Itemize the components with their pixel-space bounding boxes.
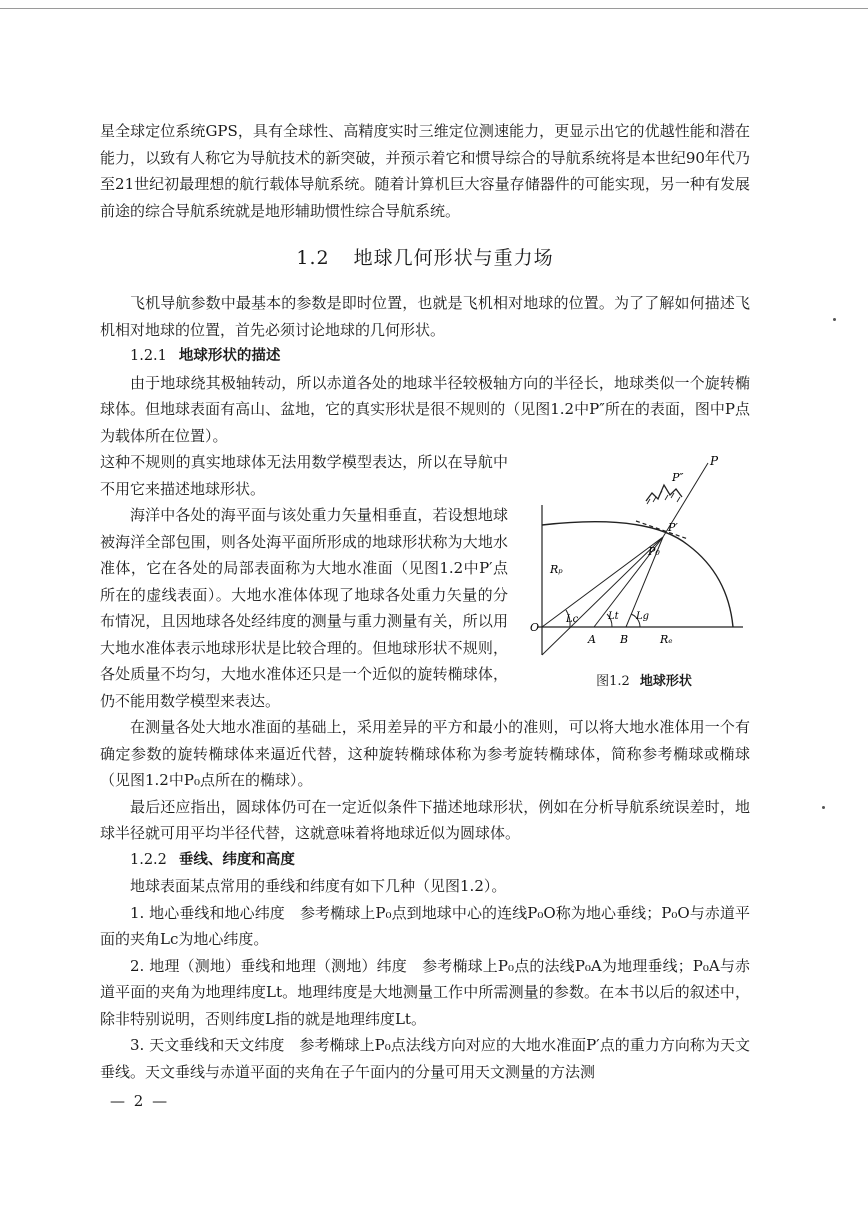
scan-speck bbox=[833, 318, 836, 321]
paragraph-verticals-intro: 地球表面某点常用的垂线和纬度有如下几种（见图1.2）。 bbox=[130, 877, 507, 895]
header-rule bbox=[0, 8, 868, 9]
label-p: P bbox=[710, 455, 719, 468]
label-rp: Rₚ bbox=[550, 563, 563, 576]
label-lt: Lt bbox=[608, 611, 619, 622]
section-heading bbox=[100, 240, 750, 276]
label-o: O bbox=[530, 621, 540, 634]
label-a: A bbox=[588, 633, 596, 646]
section-title: 地球几何形状与重力场 bbox=[353, 247, 554, 269]
item-astronomic-latitude: 3. 天文垂线和天文纬度 参考椭球上P₀点法线方向对应的大地水准面P′点的重力方向称为天文垂线。天文垂线与赤道平面的夹角在子午面内的分量可用天文测量的方法测 bbox=[100, 1036, 750, 1081]
paragraph-earth-shape-a: 由于地球绕其极轴转动，所以赤道各处的地球半径较极轴方向的半径长，地球类似一个旋转椭球体。但地球表面有高山、盆地，它的真实形状是很不规则的（见图1.2中P″所在的表面，图中P点为载体所在位置）。 bbox=[100, 373, 750, 445]
paragraph-sphere-approx: 最后还应指出，圆球体仍可在一定近似条件下描述地球形状，例如在分析导航系统误差时，地球半径就可用平均半径代替，这就意味着将地球近似为圆球体。 bbox=[100, 797, 750, 842]
page-number: — 2 — bbox=[110, 1092, 170, 1110]
paragraph-earth-shape-b: 这种不规则的真实地球体无法用数学模型表达，所以在导航中不用它来描述地球形状。 bbox=[100, 453, 508, 498]
figure-caption bbox=[528, 673, 760, 691]
subsection-number: 1.2.1 bbox=[130, 348, 167, 364]
extension-line bbox=[542, 537, 663, 655]
geoid-dashed bbox=[636, 521, 688, 539]
earth-shape-diagram bbox=[528, 455, 760, 665]
intro-paragraph: 星全球定位系统GPS，具有全球性、高精度实时三维定位测速能力，更显示出它的优越性能和潜在能力，以致有人称它为导航技术的新突破，并预示着它和惯导综合的导航系统将是本世纪90年代乃至21世纪初最理想的航行载体导航系统。随着计算机巨大容量存储器件的可能实现，另一种有发展前途的综合导航系统就是地形辅助惯性综合导航系统。 bbox=[100, 122, 750, 220]
paragraph-reference-ellipsoid: 在测量各处大地水准面的基础上，采用差异的平方和最小的准则，可以将大地水准体用一个有确定参数的旋转椭球体来逼近代替，这种旋转椭球体称为参考旋转椭球体，简称参考椭球或椭球（见图1.2中P₀点所在的椭球）。 bbox=[100, 718, 750, 789]
subsection-number: 1.2.2 bbox=[130, 851, 167, 868]
paragraph-geoid: 海洋中各处的海平面与该处重力矢量相垂直，若设想地球被海洋全部包围，则各处海平面所形成的地球形状称为大地水准体，它在各处的局部表面称为大地水准面（见图1.2中P′点所在的虚线表面）。大地水准体体现了地球各处重力矢量的分布情况，且因地球各处经纬度的测量与重力测量有关，所以用大地水准体表示地球形状是比较合理的。但地球形状不规则，各处质量不均匀，大地水准体还只是一个近似的旋转椭球体，仍不能用数学模型来表达。 bbox=[100, 506, 508, 710]
section-number: 1.2 bbox=[296, 247, 330, 269]
label-p0: P₀ bbox=[648, 545, 660, 558]
label-p-double-prime: P″ bbox=[672, 471, 684, 484]
page-body bbox=[100, 118, 750, 1085]
scan-speck bbox=[822, 806, 825, 809]
label-b: B bbox=[620, 633, 629, 646]
label-lc: Lc bbox=[566, 614, 579, 625]
label-p-prime: P′ bbox=[668, 521, 678, 534]
terrain-surface bbox=[646, 485, 682, 501]
subsection-title: 地球形状的描述 bbox=[178, 347, 281, 364]
label-lg: Lg bbox=[636, 611, 650, 622]
item-geocentric-latitude: 1. 地心垂线和地心纬度 参考椭球上P₀点到地球中心的连线P₀O称为地心垂线；P₀O与赤道平面的夹角Lc为地心纬度。 bbox=[100, 903, 750, 948]
subsection-heading-2 bbox=[100, 847, 750, 874]
subsection-title: 垂线、纬度和高度 bbox=[178, 850, 295, 868]
subsection-heading-1 bbox=[100, 343, 750, 370]
figure-title: 地球形状 bbox=[639, 674, 692, 689]
label-re: Rₑ bbox=[660, 633, 673, 646]
figure-1-2 bbox=[528, 455, 760, 691]
item-geodetic-latitude: 2. 地理（测地）垂线和地理（测地）纬度 参考椭球上P₀点的法线P₀A为地理垂线；P₀A与赤道平面的夹角为地理纬度Lt。地理纬度是大地测量工作中所需测量的参数。在本书以后的叙述中，除非特别说明，否则纬度L指的就是地理纬度Lt。 bbox=[100, 956, 750, 1028]
figure-text-wrap bbox=[100, 370, 750, 715]
section-intro: 飞机导航参数中最基本的参数是即时位置，也就是飞机相对地球的位置。为了了解如何描述飞机相对地球的位置，首先必须讨论地球的几何形状。 bbox=[100, 294, 750, 339]
figure-number: 图1.2 bbox=[596, 674, 630, 689]
